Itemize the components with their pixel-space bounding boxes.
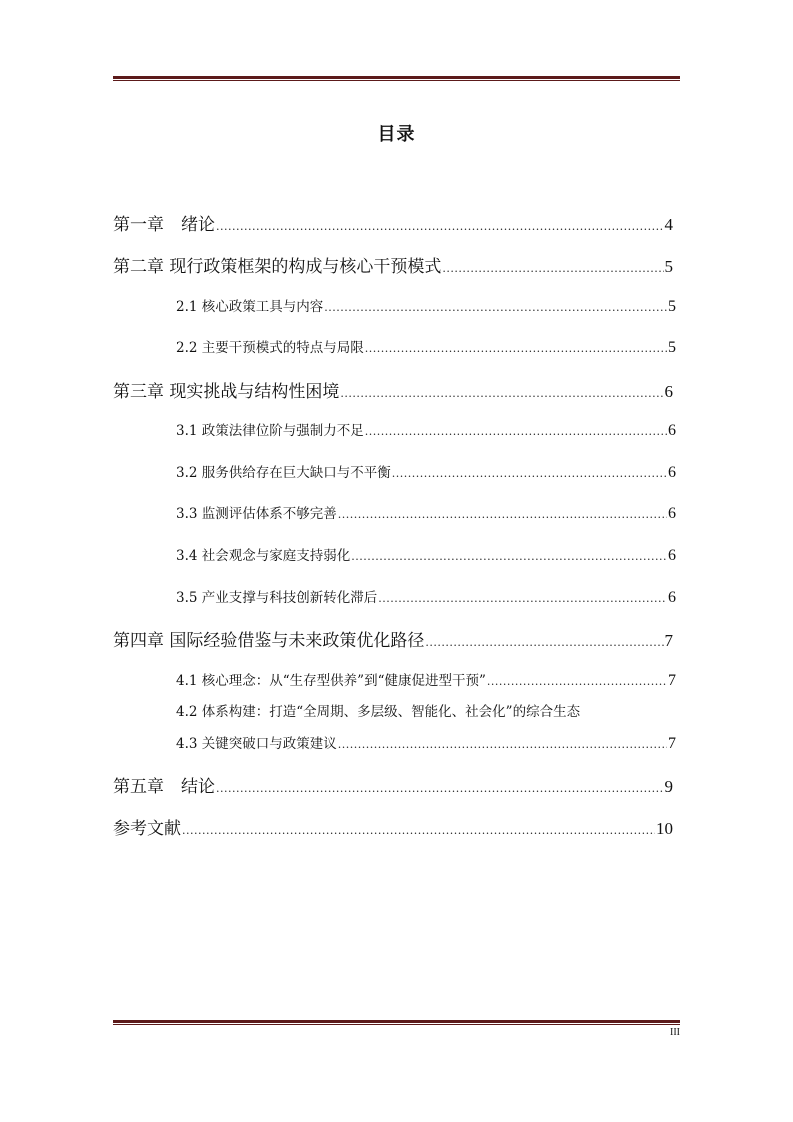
- toc-page-number: 6: [668, 547, 676, 564]
- toc-entry-3-4[interactable]: [176, 544, 676, 565]
- toc-page-number: 5: [668, 339, 676, 356]
- toc-label: 3.1 政策法律位阶与强制力不足: [176, 423, 364, 439]
- toc-entry-references[interactable]: [113, 814, 673, 839]
- toc-entry-chapter-5[interactable]: [113, 772, 673, 797]
- toc-entry-chapter-3[interactable]: [113, 377, 673, 402]
- toc-label: 4.3 关键突破口与政策建议: [176, 736, 337, 752]
- dot-leader: [351, 550, 667, 563]
- toc-entry-3-3[interactable]: [176, 502, 676, 523]
- toc-label: 2.1 核心政策工具与内容: [176, 299, 324, 315]
- toc-page-number: 4: [664, 215, 673, 234]
- toc-entry-chapter-1[interactable]: [113, 210, 673, 235]
- toc-page-number: 7: [668, 735, 676, 752]
- toc-page-number: 10: [656, 819, 673, 838]
- toc-label: 第四章 国际经验借鉴与未来政策优化路径: [113, 631, 425, 651]
- toc-label: 3.3 监测评估体系不够完善: [176, 506, 337, 522]
- toc-entry-3-1[interactable]: [176, 419, 676, 440]
- toc-entry-3-5[interactable]: [176, 586, 676, 607]
- toc-label: 3.5 产业支撑与科技创新转化滞后: [176, 590, 378, 606]
- toc-entry-4-3[interactable]: [176, 732, 676, 753]
- toc-page-number: 6: [668, 464, 676, 481]
- toc-label: 第三章 现实挑战与结构性困境: [113, 382, 340, 402]
- dot-leader: [338, 508, 667, 521]
- toc-label: 参考文献: [113, 819, 181, 839]
- dot-leader: [182, 824, 655, 837]
- toc-entry-3-2[interactable]: [176, 461, 676, 482]
- toc-page-number: 6: [668, 505, 676, 522]
- toc-label: 第五章 结论: [113, 777, 215, 797]
- toc-page-number: 6: [668, 589, 676, 606]
- toc-label: 4.2 体系构建：打造“全周期、多层级、智能化、社会化”的综合生态: [176, 704, 581, 720]
- toc-page-number: 6: [664, 382, 673, 401]
- page-title: 目录: [377, 124, 416, 145]
- dot-leader: [324, 301, 667, 314]
- dot-leader: [425, 636, 663, 649]
- dot-leader: [378, 592, 667, 605]
- dot-leader: [392, 467, 667, 480]
- toc-entry-2-1[interactable]: [176, 295, 676, 316]
- toc-entry-chapter-2[interactable]: [113, 252, 673, 277]
- page-number: III: [670, 1027, 680, 1038]
- header-rule: [113, 76, 680, 81]
- toc-page-number: 9: [664, 777, 673, 796]
- toc-label: 3.4 社会观念与家庭支持弱化: [176, 548, 351, 564]
- toc-page-number: 7: [668, 672, 676, 689]
- dot-leader: [442, 262, 663, 275]
- toc-page-number: 5: [668, 298, 676, 315]
- dot-leader: [487, 675, 667, 688]
- dot-leader: [338, 738, 667, 751]
- footer-rule: [113, 1020, 680, 1025]
- toc-page-number: 7: [664, 631, 673, 650]
- toc-label: 2.2 主要干预模式的特点与局限: [176, 340, 364, 356]
- dot-leader: [340, 387, 663, 400]
- toc-label: 第二章 现行政策框架的构成与核心干预模式: [113, 257, 442, 277]
- toc-entry-chapter-4[interactable]: [113, 626, 673, 651]
- toc-label: 3.2 服务供给存在巨大缺口与不平衡: [176, 465, 391, 481]
- toc-entry-2-2[interactable]: [176, 336, 676, 357]
- dot-leader: [216, 782, 664, 795]
- toc-entry-4-2[interactable]: [176, 700, 676, 720]
- toc-label: 4.1 核心理念：从“生存型供养”到“健康促进型干预”: [176, 673, 486, 689]
- dot-leader: [365, 425, 667, 438]
- dot-leader: [365, 342, 667, 355]
- toc-page-number: 6: [668, 422, 676, 439]
- dot-leader: [216, 220, 664, 233]
- toc-page-number: 5: [664, 257, 673, 276]
- toc-entry-4-1[interactable]: [176, 669, 676, 690]
- toc-label: 第一章 绪论: [113, 215, 215, 235]
